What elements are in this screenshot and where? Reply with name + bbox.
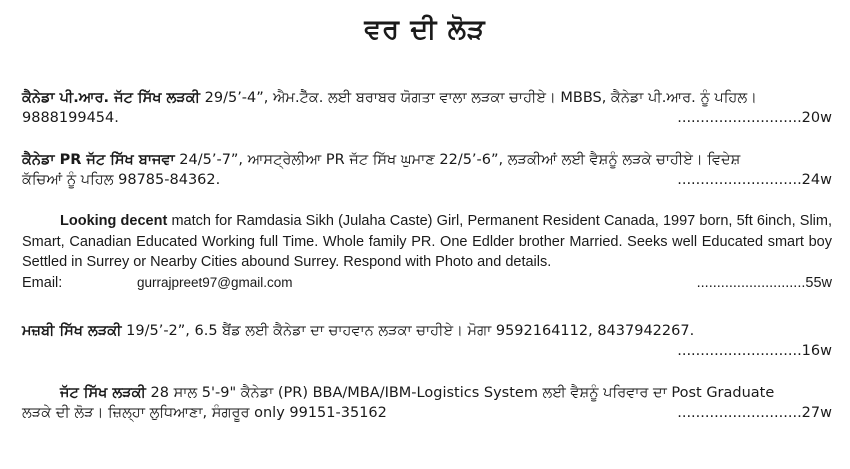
- ad-body: 28 ਸਾਲ 5'-9" ਕੈਨੇਡਾ (PR) BBA/MBA/IBM-Logistics System ਲਈ ਵੈਸ਼ਨੂੰ ਪਰਿਵਾਰ ਦਾ Post Graduate: [145, 385, 775, 401]
- email-label: Email:: [22, 274, 63, 291]
- matrimonial-ad: [22, 383, 832, 423]
- ad-body: match for Ramdasia Sikh (Julaha Caste) Girl, Permanent Resident Canada, 1997 born, 5ft 6inch, Slim, Smart, Canadian Educated Working full Time. Whole family PR. One Edlder brother Married. Seeks well Educated smart boy Settled in Surrey or Nearby Cities abound Surrey. Respond with Photo and details.: [22, 213, 832, 270]
- ad-text: [22, 88, 832, 108]
- matrimonial-ad: [22, 150, 832, 190]
- ad-lead: ਜੱਟ ਸਿੱਖ ਲੜਕੀ: [60, 385, 146, 401]
- ad-text: [22, 321, 832, 341]
- ad-last-line: [22, 273, 832, 294]
- page-title: ਵਰ ਦੀ ਲੋੜ: [364, 14, 486, 45]
- ad-code: ...........................55w: [696, 274, 832, 291]
- email-link[interactable]: gurrajpreet97@gmail.com: [137, 274, 293, 290]
- ad-body: 29/5’-4”, ਐਮ.ਟੈੱਕ. ਲਈ ਬਰਾਬਰ ਯੋਗਤਾ ਵਾਲਾ ਲੜਕਾ ਚਾਹੀਏ। MBBS, ਕੈਨੇਡਾ ਪੀ.ਆਰ. ਨੂੰ ਪਹਿਲ।: [200, 90, 757, 106]
- ad-last-line: [22, 403, 832, 423]
- ad-code: ...........................16w: [677, 343, 832, 359]
- ad-phone: 9888199454.: [22, 110, 119, 126]
- ad-text: [22, 383, 832, 403]
- ad-body: 24/5’-7”, ਆਸਟ੍ਰੇਲੀਆ PR ਜੱਟ ਸਿੱਖ ਘੁਮਾਣ 22/5’-6”, ਲੜਕੀਆਂ ਲਈ ਵੈਸ਼ਨੂੰ ਲੜਕੇ ਚਾਹੀਏ। ਵਿਦੇਸ਼: [174, 152, 741, 168]
- ad-last-line: [22, 341, 832, 361]
- matrimonial-ad: [22, 321, 832, 361]
- ad-last-line: [22, 170, 832, 190]
- ad-tail: ਲੜਕੇ ਦੀ ਲੋੜ। ਜ਼ਿਲ੍ਹਾ ਲੁਧਿਆਣਾ, ਸੰਗਰੂਰ only 99151-35162: [22, 405, 387, 421]
- ad-text: [22, 211, 832, 273]
- ad-body: 19/5’-2”, 6.5 ਬੈਂਡ ਲਈ ਕੈਨੇਡਾ ਦਾ ਚਾਹਵਾਨ ਲੜਕਾ ਚਾਹੀਏ। ਮੋਗਾ 9592164112, 8437942267.: [121, 323, 695, 339]
- ad-tail: ਕੱਚਿਆਂ ਨੂੰ ਪਹਿਲ 98785-84362.: [22, 172, 221, 188]
- ad-last-line: [22, 108, 832, 128]
- ad-lead: ਕੈਨੇਡਾ PR ਜੱਟ ਸਿੱਖ ਬਾਜਵਾ: [22, 152, 175, 168]
- ad-lead: ਮਜ਼ਬੀ ਸਿੱਖ ਲੜਕੀ: [22, 323, 122, 339]
- ad-code: ...........................24w: [677, 172, 832, 188]
- ad-text: [22, 150, 832, 170]
- ad-code: ...........................20w: [677, 110, 832, 126]
- ad-code: ...........................27w: [677, 405, 832, 421]
- ad-lead: Looking decent: [60, 213, 168, 229]
- matrimonial-ad: [22, 211, 832, 293]
- ad-lead: ਕੈਨੇਡਾ ਪੀ.ਆਰ. ਜੱਟ ਸਿੱਖ ਲੜਕੀ: [22, 90, 201, 106]
- matrimonial-ad: [22, 88, 832, 128]
